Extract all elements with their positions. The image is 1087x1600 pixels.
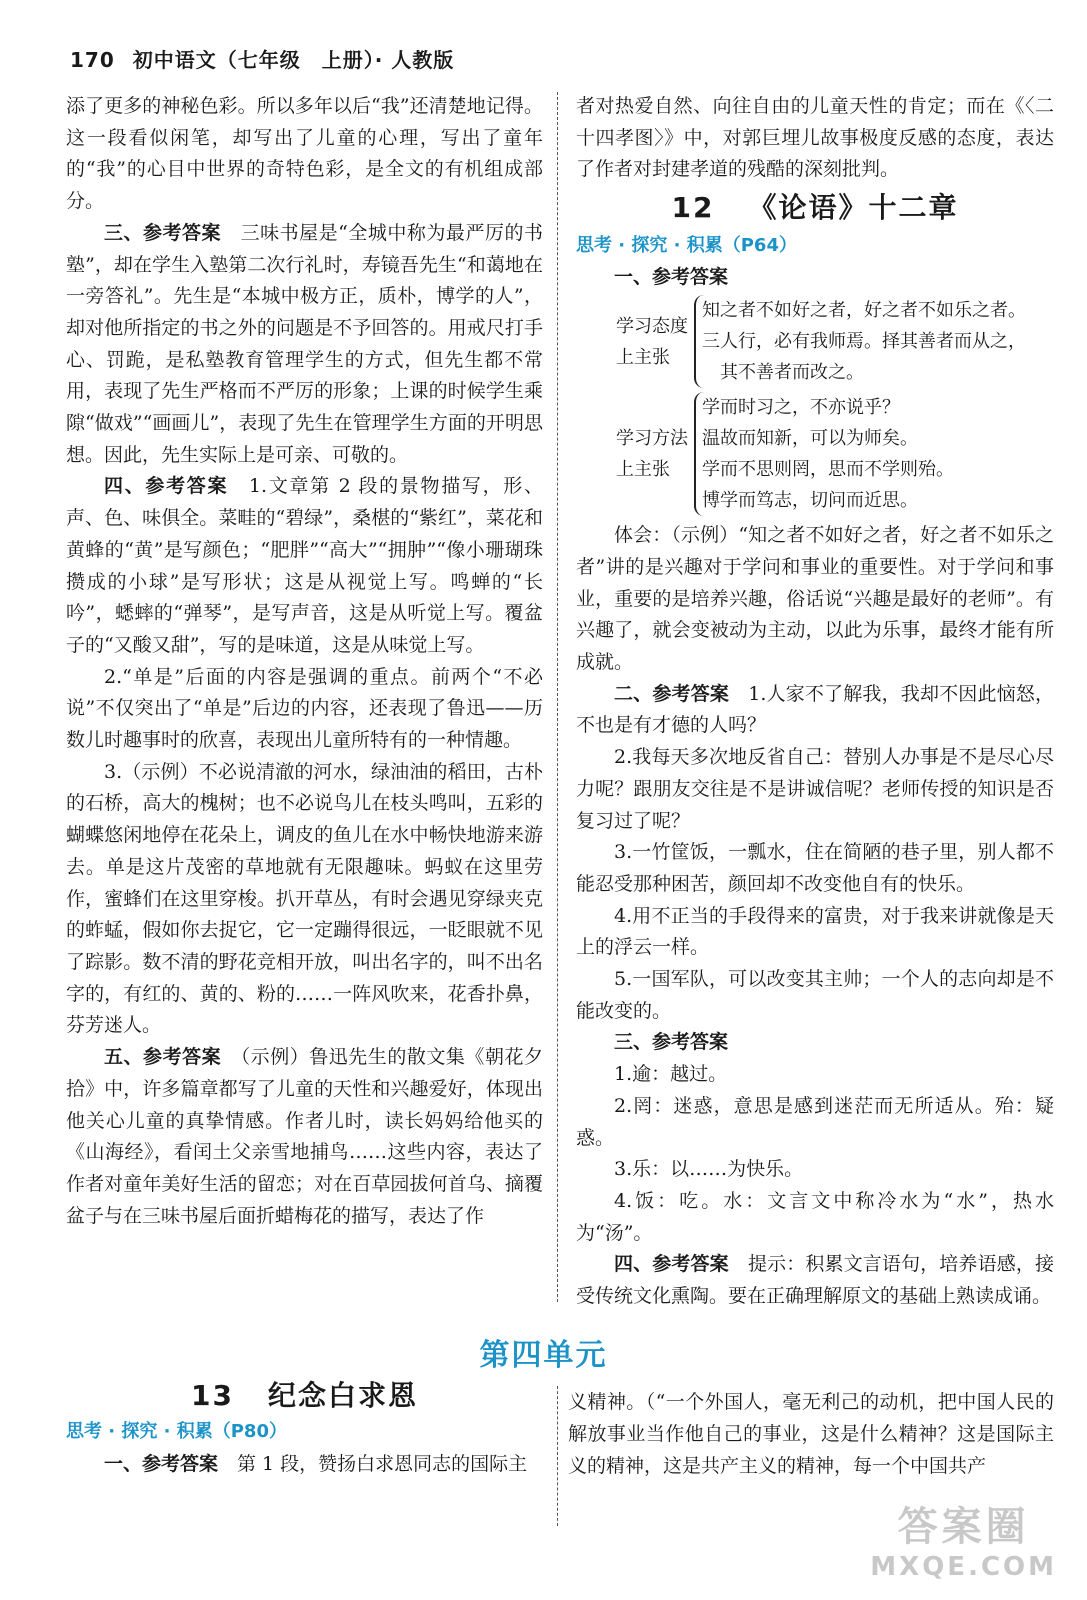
paragraph [576,1027,1054,1059]
continued-paragraph: 者对热爱自然、向往自由的儿童天性的肯定；而在《〈二十四孝图〉》中，对郭巨埋儿故事极度反感的态度，表达了作者对封建孝道的残酷的深刻批判。 [576,95,1054,181]
paragraph-text: 3.（示例）不必说清澈的河水，绿油油的稻田，古朴的石桥，高大的槐树；也不必说鸟儿在枝头鸣叫，五彩的蝴蝶悠闲地停在花朵上，调皮的鱼儿在水中畅快地游来游去。单是这片茂密的草地就有无限趣味。蚂蚁在这里劳作，蜜蜂们在这里穿梭。扒开草丛，有时会遇见穿绿夹克的蚱蜢，假如你去捉它，它一定蹦得很远，一眨眼就不见了踪影。数不清的野花竞相开放，叫出名字的，叫不出名字的，有红的、黄的、粉的……一阵风吹来，花香扑鼻，芬芳迷人。 [66,760,543,1037]
paragraph [576,1249,1054,1312]
page-header [70,44,454,73]
lesson-name: 《论语》十二章 [748,191,959,225]
paragraph-text: 3.一竹筐饭，一瓢水，住在简陋的巷子里，别人都不能忍受那种困苦，颜回却不改变他自有的快乐。 [576,841,1054,895]
paragraph [576,1091,1054,1154]
paragraph-text: 5.一国军队，可以改变其主帅；一个人的志向却是不能改变的。 [576,968,1054,1022]
paragraph [66,757,543,1042]
paragraph-text: 添了更多的神秘色彩。所以多年以后“我”还清楚地记得。这一段看似闲笔，却写出了儿童的心理，写出了童年的“我”的心目中世界的奇特色彩，是全文的有机组成部分。 [66,95,543,213]
paragraph-text: 2.“单是”后面的内容是强调的重点。前两个“不必说”不仅突出了“单是”后边的内容，还表现了鲁迅——历数儿时趣事时的欣喜，表现出儿童所特有的一种情趣。 [66,665,543,752]
paragraph [66,1448,543,1480]
watermark-url: MXQE.COM [870,1552,1057,1582]
left-column [66,91,543,1232]
brace-label-line: 上主张 [616,459,670,481]
page-number: 170 [70,48,115,72]
answer-label: 三、参考答案 [104,221,222,244]
paragraph-text: 1.逾：越过。 [614,1063,728,1086]
brace-diagram [576,295,1054,516]
paragraph [576,679,1054,742]
paragraph-text: 提示：积累文言语句，培养语感，接受传统文化熏陶。要在正确理解原文的基础上熟读成诵。 [576,1253,1054,1308]
answer-label: 四、参考答案 [614,1253,729,1276]
right-column [576,91,1054,1313]
answer-label: 三、参考答案 [614,1031,729,1054]
answers-list [576,520,1054,1313]
paragraph [576,1154,1054,1186]
brace-label [616,423,694,485]
paragraph-text: 1.人家不了解我，我却不因此恼怒，不也是有才德的人吗？ [576,682,1054,737]
paragraph [576,837,1054,900]
paragraph-text: 体会：（示例）“知之者不如好之者，好之者不如乐之者”讲的是兴趣对于学问和事业的重要性。对于学问和事业，重要的是培养兴趣，俗话说“兴趣是最好的老师”。有兴趣了，就会变被动为主动，以此为乐事，最终才能有所成就。 [576,524,1054,674]
paragraph-text: 1.文章第 2 段的景物描写，形、声、色、味俱全。菜畦的“碧绿”，桑椹的“紫红”，菜花和黄蜂的“黄”是写颜色；“肥胖”“高大”“拥肿”“像小珊瑚珠攒成的小球”是写形状；这是从视觉上写。鸣蝉的“长吟”，蟋蟀的“弹琴”，是写声音，这是从听觉上写。覆盆子的“又酸又甜”，写的是味道，这是从味觉上写。 [66,475,543,656]
paragraph: 义精神。（“一个外国人，毫无利己的动机，把中国人民的解放事业当作他自己的事业，这是什么精神？这是国际主义的精神，这是共产主义的精神，每一个中国共产 [568,1391,1054,1477]
answer-label: 二、参考答案 [614,682,730,705]
column-divider-top [557,92,558,1302]
brace-label-line: 学习方法 [616,428,688,450]
paragraph [576,1186,1054,1249]
brace-items [694,295,1026,388]
paragraph [66,662,543,757]
paragraph [66,1042,543,1232]
quote-line: 其不善者而改之。 [720,362,864,384]
paragraph-text: 2.罔：迷惑，意思是感到迷茫而无所适从。殆：疑惑。 [576,1094,1054,1149]
answer-label: 一、参考答案 [104,1453,219,1475]
lesson-13-section [66,1380,543,1480]
paragraph [576,1059,1054,1091]
brace-group [616,295,1054,388]
paragraph [66,218,543,472]
column-divider-bottom [557,1386,558,1526]
paragraph [576,901,1054,964]
brace-items [694,392,954,516]
section-tag: 思考 · 探究 · 积累（P64） [576,234,797,256]
lesson-name: 纪念白求恩 [267,1379,418,1412]
brace-label-line: 学习态度 [616,315,688,337]
paragraph-text: 4.饭：吃。水：文言文中称冷水为“水”，热水为“汤”。 [576,1189,1054,1244]
watermark [870,1495,1057,1582]
quote-line: 三人行，必有我师焉。择其善者而从之， [702,331,1026,353]
lesson-number: 12 [671,191,715,225]
quote-line: 知之者不如好之者，好之者不如乐之者。 [702,300,1026,322]
answer-label: 五、参考答案 [104,1046,222,1069]
quote-line: 学而时习之，不亦说乎？ [702,397,900,419]
paragraph [576,742,1054,837]
paragraph-text: 4.用不正当的手段得来的富贵，对于我来讲就像是天上的浮云一样。 [576,904,1054,959]
brace-label-line: 上主张 [616,346,670,368]
book-title: 初中语文（七年级 上册）· 人教版 [132,48,455,72]
brace-group [616,392,1054,516]
paragraph-text: 2.我每天多次地反省自己：替别人办事是不是尽心尽力呢？跟朋友交往是不是讲诚信呢？老师传授的知识是否复习过了呢？ [576,746,1054,832]
section-tag: 思考 · 探究 · 积累（P80） [66,1421,287,1442]
bottom-right-column [568,1386,1054,1482]
quote-line: 温故而知新，可以为师矣。 [702,428,918,450]
unit-title: 第四单元 [479,1338,608,1373]
lesson-12-title [576,192,1054,224]
answer-text: 第 1 段，赞扬白求恩同志的国际主 [218,1453,528,1475]
paragraph [576,964,1054,1027]
paragraph-text: （示例）鲁迅先生的散文集《朝花夕拾》中，许多篇章都写了儿童的天性和兴趣爱好，体现出他关心儿童的真挚情感。作者儿时，读长妈妈给他买的《山海经》，看闰土父亲雪地捕鸟……这些内容，表达了作者对童年美好生活的留恋；对在百草园拔何首乌、摘覆盆子与在三味书屋后面折蜡梅花的描写，表达了作 [66,1046,543,1227]
answer-label-1: 一、参考答案 [614,265,729,288]
answer-label: 四、参考答案 [104,475,229,498]
paragraph-text: 3.乐：以……为快乐。 [614,1158,804,1181]
paragraph [66,471,543,661]
lesson-number: 13 [191,1379,234,1412]
paragraph-text: 三味书屋是“全城中称为最严厉的书塾”，却在学生入塾第二次行礼时，寿镜吾先生“和蔼地在一旁答礼”。先生是“本城中极方正，质朴，博学的人”，却对他所指定的书之外的问题是不予回答的。用戒尺打手心、罚跪，是私塾教育管理学生的方式，但先生都不常用，表现了先生严格而不严厉的形象；上课的时候学生乘隙“做戏”“画画儿”，表现了先生在管理学生方面的开明思想。因此，先生实际上是可亲、可敬的。 [66,221,543,466]
quote-line: 博学而笃志，切问而近思。 [702,490,918,512]
quote-line: 学而不思则罔，思而不学则殆。 [702,459,954,481]
brace-label [616,311,694,373]
lesson-13-title [66,1380,543,1412]
watermark-logo: 答案圈 [897,1504,1030,1550]
paragraph [66,91,543,218]
paragraph [576,520,1054,679]
